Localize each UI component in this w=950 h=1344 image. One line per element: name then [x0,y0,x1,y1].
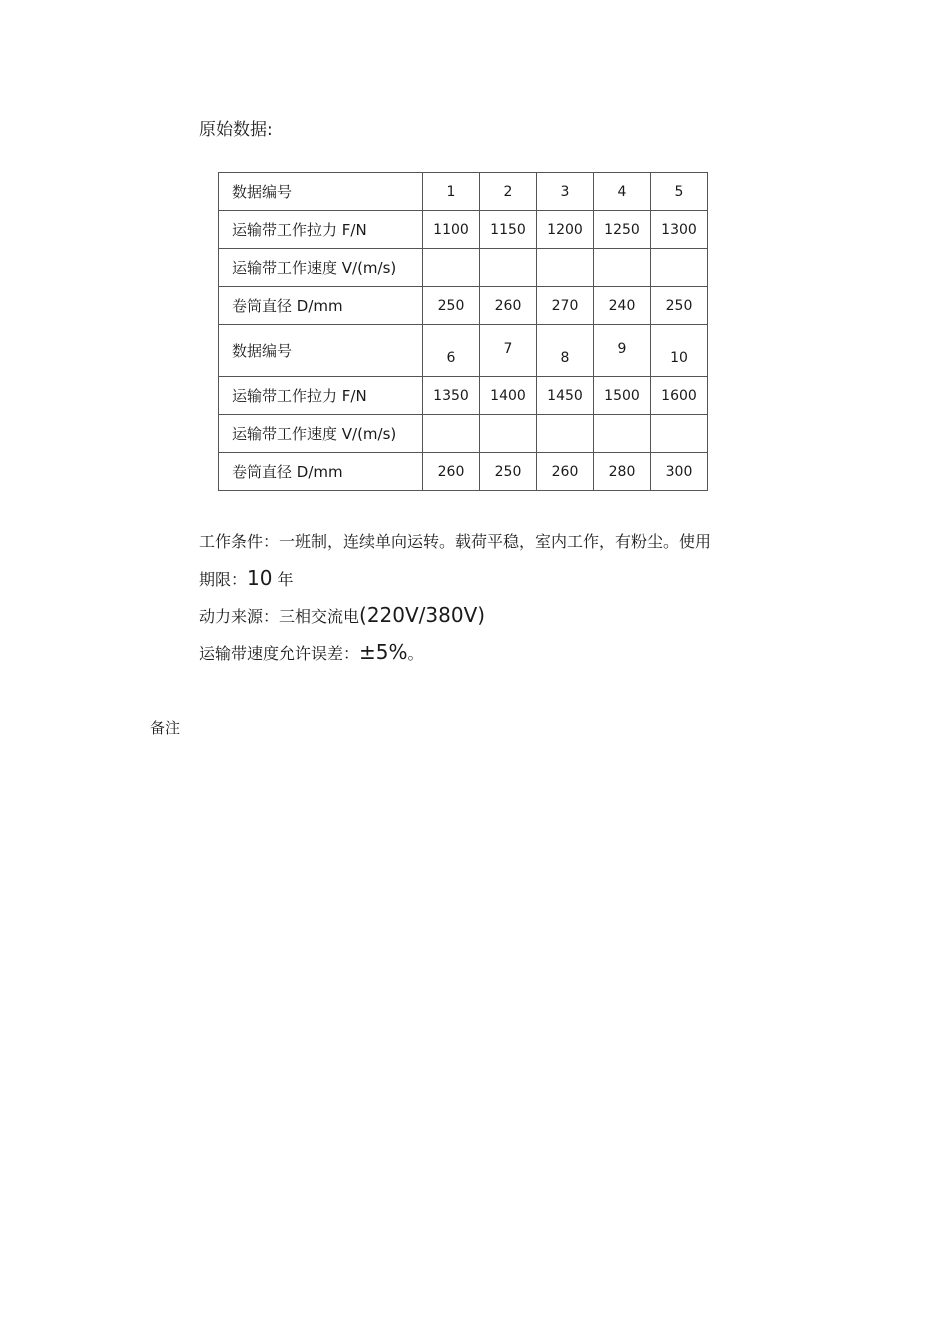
table-cell [594,249,651,287]
table-cell [480,249,537,287]
parameter-table [218,172,708,491]
row-label: 数据编号 [219,325,423,377]
table-cell: 1 [423,173,480,211]
table-cell: 240 [594,287,651,325]
table-row [219,325,708,377]
section-heading: 原始数据: [199,120,273,140]
row-label: 运输带工作速度 V/(m/s) [219,249,423,287]
table-cell: 280 [594,453,651,491]
service-life-unit: 年 [272,570,294,589]
row-label: 运输带工作拉力 F/N [219,211,423,249]
power-source-label: 动力来源：三相交流电 [199,607,360,626]
table-cell [480,415,537,453]
table-row [219,249,708,287]
table-row [219,453,708,491]
table-cell: 250 [480,453,537,491]
table-cell: 5 [651,173,708,211]
table-cell: 250 [423,287,480,325]
table-cell: 270 [537,287,594,325]
table-cell [651,249,708,287]
table-row [219,377,708,415]
table-cell: 260 [480,287,537,325]
table-cell [651,415,708,453]
speed-tolerance-suffix: 。 [407,644,424,663]
table-cell: 6 [423,325,480,377]
table-cell: 10 [651,325,708,377]
working-conditions-text: 工作条件：一班制，连续单向运转。载荷平稳，室内工作，有粉尘。使用 [199,532,712,551]
table-cell: 300 [651,453,708,491]
table-cell: 9 [594,325,651,377]
table-cell: 1500 [594,377,651,415]
table-cell: 2 [480,173,537,211]
parameter-table-body [219,173,708,491]
table-cell: 250 [651,287,708,325]
table-cell: 260 [537,453,594,491]
table-cell: 1100 [423,211,480,249]
speed-tolerance-value: ±5% [359,640,408,664]
row-label: 运输带工作速度 V/(m/s) [219,415,423,453]
table-row [219,211,708,249]
remarks-label: 备注 [150,719,181,737]
table-cell: 1350 [423,377,480,415]
service-life-label: 期限： [199,570,248,589]
table-cell [537,249,594,287]
table-cell: 7 [480,325,537,377]
table-cell: 1150 [480,211,537,249]
table-row [219,287,708,325]
table-row [219,415,708,453]
row-label: 数据编号 [219,173,423,211]
table-cell [423,249,480,287]
table-cell [537,415,594,453]
table-cell [423,415,480,453]
table-cell: 1200 [537,211,594,249]
table-cell: 1450 [537,377,594,415]
table-cell: 260 [423,453,480,491]
table-cell: 1400 [480,377,537,415]
table-cell: 1600 [651,377,708,415]
service-life-line [199,566,294,592]
table-row [219,173,708,211]
table-cell: 1300 [651,211,708,249]
working-conditions-line [199,530,711,554]
row-label: 卷筒直径 D/mm [219,453,423,491]
row-label: 卷筒直径 D/mm [219,287,423,325]
service-life-value: 10 [247,566,273,590]
table-cell: 4 [594,173,651,211]
table-cell: 1250 [594,211,651,249]
speed-tolerance-label: 运输带速度允许误差： [199,644,360,663]
power-source-value: (220V/380V) [359,603,486,627]
speed-tolerance-line [199,640,424,666]
power-source-line [199,603,485,629]
table-cell [594,415,651,453]
row-label: 运输带工作拉力 F/N [219,377,423,415]
table-cell: 3 [537,173,594,211]
table-cell: 8 [537,325,594,377]
